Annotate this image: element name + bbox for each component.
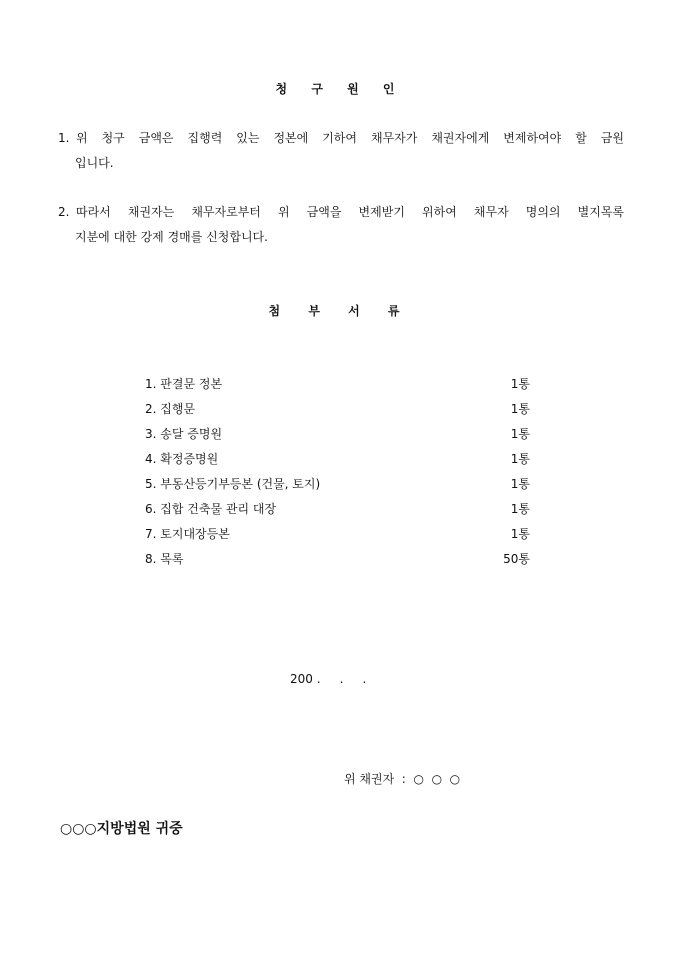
attachments-list [145,372,530,572]
attachment-name: 3. 송달 증명원 [145,427,223,441]
paragraph-number: 1. [58,131,70,145]
list-item [145,522,530,547]
creditor-signature-line: 위 채권자 : ○ ○ ○ [344,772,461,786]
cause-paragraph-2-line-1 [58,200,624,225]
list-item [145,547,530,572]
attachment-name: 7. 토지대장등본 [145,527,230,541]
list-item [145,397,530,422]
attachment-count: 1통 [510,452,530,466]
cause-heading: 청 구 원 인 [275,82,405,96]
attachment-count: 1통 [510,402,530,416]
attachment-name: 5. 부동산등기부등본 (건물, 토지) [145,477,321,491]
list-item [145,447,530,472]
cause-paragraph-2-line-2: 지분에 대한 강제 경매를 신청합니다. [75,230,268,244]
cause-paragraph-1-line-2: 입니다. [75,156,114,170]
attachment-count: 1통 [510,477,530,491]
attachment-name: 2. 집행문 [145,402,196,416]
list-item [145,497,530,522]
cause-paragraph-1 [58,126,624,176]
attachment-count: 50통 [503,552,530,566]
attachments-heading: 첨 부 서 류 [268,304,412,318]
paragraph-number: 2. [58,205,70,219]
list-item [145,372,530,397]
list-item [145,422,530,447]
attachment-count: 1통 [510,527,530,541]
attachment-count: 1통 [510,427,530,441]
cause-paragraph-2-text: 따라서 채권자는 채무자로부터 위 금액을 변제받기 위하여 채무자 명의의 별지목록 [76,205,624,219]
cause-paragraph-1-text: 위 청구 금액은 집행력 있는 정본에 기하여 채무자가 채권자에게 변제하여야 할 금원 [76,131,624,145]
attachment-name: 4. 확정증명원 [145,452,219,466]
cause-paragraph-1-line-1 [58,126,624,151]
court-addressee: ○○○지방법원 귀중 [60,821,183,837]
cause-paragraph-2 [58,200,624,250]
attachment-count: 1통 [510,377,530,391]
attachment-count: 1통 [510,502,530,516]
list-item [145,472,530,497]
attachment-name: 6. 집합 건축물 관리 대장 [145,502,277,516]
attachment-name: 1. 판결문 정본 [145,377,223,391]
date-line: 200 . . . [290,672,367,686]
attachment-name: 8. 목록 [145,552,184,566]
